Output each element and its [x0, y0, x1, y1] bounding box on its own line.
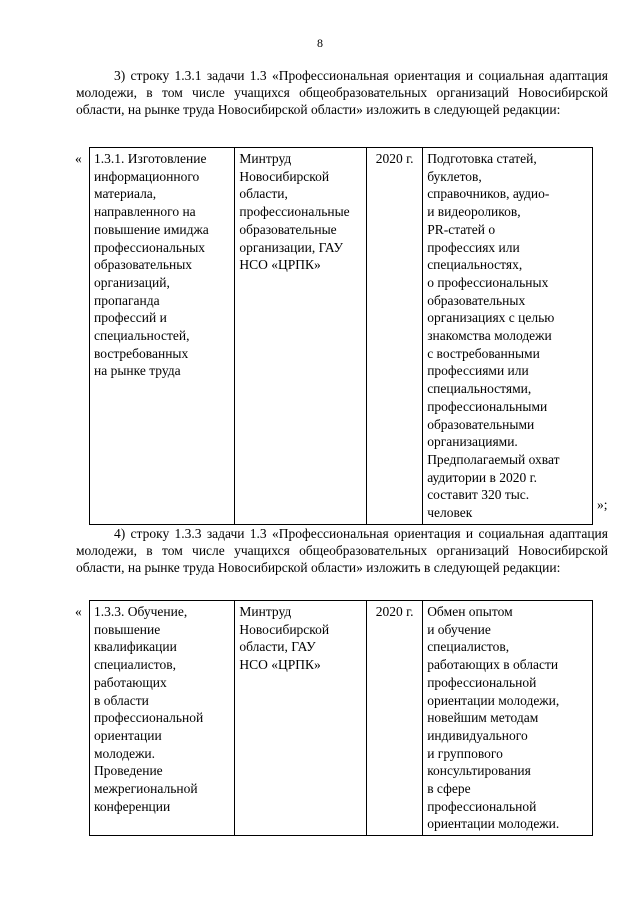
cell-line: организаций, — [94, 274, 170, 290]
cell-line: работающих в области — [427, 657, 559, 673]
cell-line: профессий и — [94, 310, 167, 326]
cell-line: с востребованными — [427, 345, 540, 361]
cell-line: человек — [427, 505, 473, 521]
cell-line: профессиональные — [239, 204, 350, 220]
cell-line: ориентации молодежи, — [427, 692, 560, 708]
section-3-quote-open: « — [75, 151, 82, 166]
cell-line: информационного — [94, 168, 200, 184]
cell-line: составит 320 тыс. — [427, 487, 530, 503]
year-cell: 2020 г. — [366, 148, 422, 525]
cell-line: работающих — [94, 674, 167, 690]
cell-line: справочников, аудио- — [427, 186, 550, 202]
cell-line: востребованных — [94, 345, 189, 361]
cell-line: и видеороликов, — [427, 204, 521, 220]
cell-line: конференции — [94, 798, 171, 814]
cell-line: профессиями или — [427, 363, 529, 379]
cell-line: в области — [94, 692, 149, 708]
table-row — [90, 601, 593, 836]
cell-line: профессиональной — [427, 798, 537, 814]
cell-line: индивидуального — [427, 727, 528, 743]
cell-line: организациях с целью — [427, 310, 555, 326]
cell-line: Предполагаемый охват — [427, 451, 560, 467]
cell-line: и группового — [427, 745, 503, 761]
cell-line: о профессиональных — [427, 274, 549, 290]
cell-line: организации, ГАУ — [239, 239, 344, 255]
cell-line: области, — [239, 186, 288, 202]
cell-line: профессиональными — [427, 398, 548, 414]
cell-line: образовательных — [94, 257, 193, 273]
cell-line: профессиональной — [427, 674, 537, 690]
cell-line: образовательных — [427, 292, 526, 308]
executor-cell — [235, 148, 367, 525]
section-3-table — [89, 147, 593, 525]
cell-line: повышение — [94, 621, 161, 637]
cell-line: аудитории в 2020 г. — [427, 469, 538, 485]
cell-line: образовательными — [427, 416, 535, 432]
cell-line: на рынке труда — [94, 363, 181, 379]
year-cell: 2020 г. — [366, 601, 422, 836]
section-4-table — [89, 600, 593, 836]
cell-line: специалистов, — [94, 657, 176, 673]
cell-line: области, ГАУ — [239, 639, 316, 655]
cell-line: направленного на — [94, 204, 196, 220]
cell-line: межрегиональной — [94, 781, 198, 797]
cell-line: 1.3.1. Изготовление — [94, 151, 207, 166]
page-number: 8 — [317, 36, 323, 50]
cell-line: ориентации молодежи. — [427, 816, 560, 832]
cell-line: Минтруд — [239, 604, 292, 619]
cell-line: НСО «ЦРПК» — [239, 257, 321, 273]
cell-line: Новосибирской — [239, 621, 330, 637]
cell-line: материала, — [94, 186, 157, 202]
section-3-quote-close: »; — [597, 497, 608, 512]
cell-line: специальностей, — [94, 328, 190, 344]
cell-line: НСО «ЦРПК» — [239, 657, 321, 673]
cell-line: буклетов, — [427, 168, 482, 184]
cell-line: образовательные — [239, 221, 337, 237]
result-cell — [423, 601, 593, 836]
cell-line: 1.3.3. Обучение, — [94, 604, 188, 619]
cell-line: и обучение — [427, 621, 491, 637]
result-cell — [423, 148, 593, 525]
section-4-intro: 4) строку 1.3.3 задачи 1.3 «Профессиональная ориентация и социальная адаптация молодежи, в том числе учащихся общеобразовательных организаций Новосибирской области, на рынке труда Новосибирской области» изложить в следующей редакции: — [76, 526, 608, 575]
cell-line: профессиях или — [427, 239, 520, 255]
executor-cell — [235, 601, 367, 836]
cell-line: квалификации — [94, 639, 177, 655]
task-cell — [90, 601, 235, 836]
cell-line: в сфере — [427, 781, 471, 797]
cell-line: специальностями, — [427, 381, 532, 397]
cell-line: профессиональной — [94, 710, 204, 726]
task-cell — [90, 148, 235, 525]
cell-line: организациями. — [427, 434, 518, 450]
cell-line: Проведение — [94, 763, 163, 779]
cell-line: пропаганда — [94, 292, 160, 308]
cell-line: Минтруд — [239, 151, 292, 166]
cell-line: специалистов, — [427, 639, 510, 655]
cell-line: ориентации — [94, 727, 162, 743]
table-row — [90, 148, 593, 525]
cell-line: Подготовка статей, — [427, 151, 537, 166]
section-3-intro: 3) строку 1.3.1 задачи 1.3 «Профессиональная ориентация и социальная адаптация молодежи, в том числе учащихся общеобразовательных организаций Новосибирской области, на рынке труда Новосибирской области» изложить в следующей редакции: — [76, 68, 608, 117]
cell-line: молодежи. — [94, 745, 156, 761]
cell-line: профессиональных — [94, 239, 206, 255]
cell-line: PR-статей о — [427, 221, 496, 237]
cell-line: знакомства молодежи — [427, 328, 552, 344]
cell-line: консультирования — [427, 763, 531, 779]
cell-line: Обмен опытом — [427, 604, 513, 619]
cell-line: Новосибирской — [239, 168, 330, 184]
section-4-quote-open: « — [75, 604, 82, 619]
cell-line: новейшим методам — [427, 710, 539, 726]
cell-line: повышение имиджа — [94, 221, 209, 237]
cell-line: специальностях, — [427, 257, 523, 273]
